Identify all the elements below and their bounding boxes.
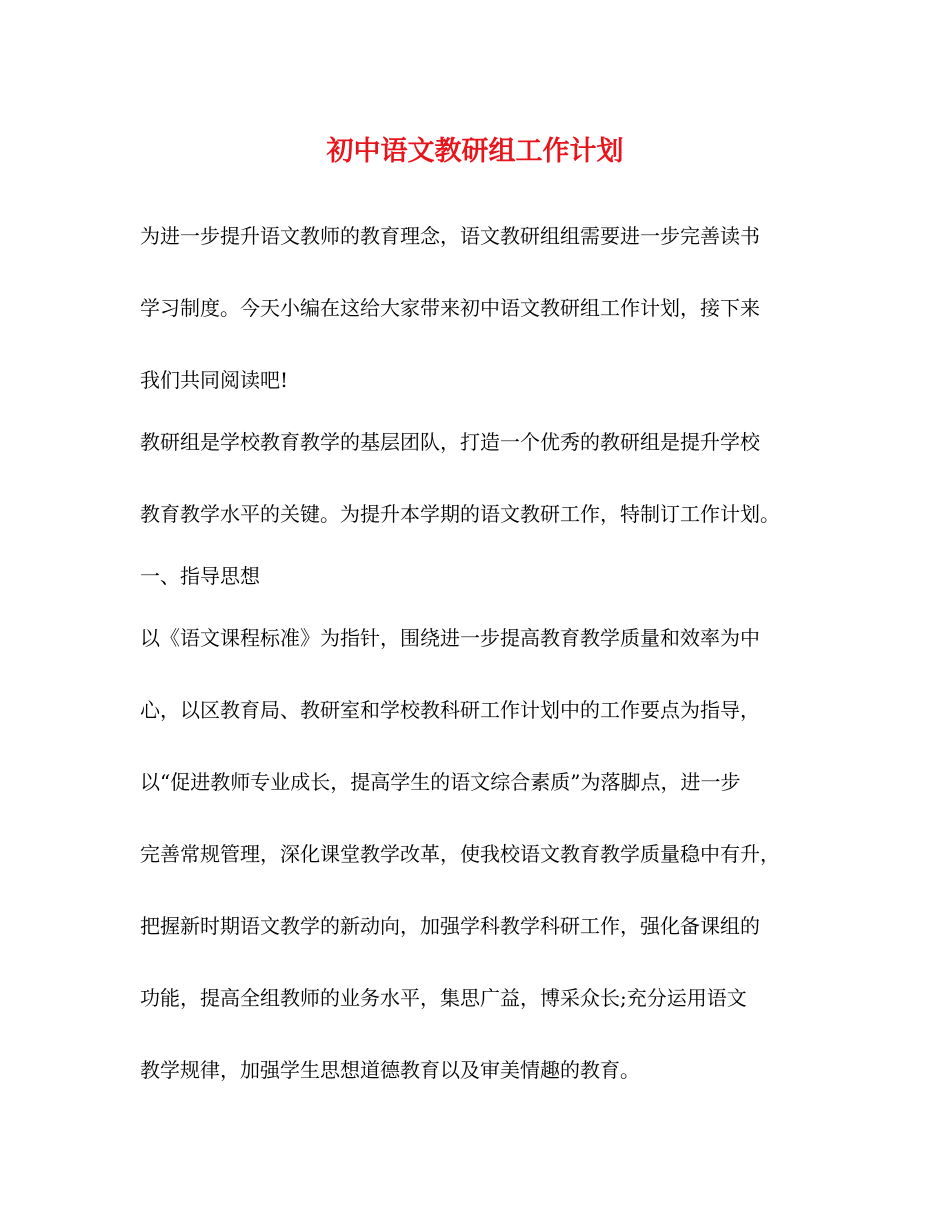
paragraph-line-7: 以《语文课程标准》为指针，围绕进一步提高教育教学质量和效率为中 <box>140 626 760 650</box>
paragraph-line-2: 学习制度。今天小编在这给大家带来初中语文教研组工作计划，接下来 <box>140 296 760 320</box>
paragraph-line-11: 把握新时期语文教学的新动向，加强学科教学科研工作，强化备课组的 <box>140 914 760 938</box>
paragraph-line-1: 为进一步提升语文教师的教育理念，语文教研组组需要进一步完善读书 <box>140 224 760 248</box>
paragraph-line-10: 完善常规管理，深化课堂教学改革，使我校语文教育教学质量稳中有升， <box>140 842 780 866</box>
paragraph-line-9: 以“促进教师专业成长，提高学生的语文综合素质”为落脚点，进一步 <box>140 770 741 794</box>
paragraph-line-5: 教育教学水平的关键。为提升本学期的语文教研工作，特制订工作计划。 <box>140 502 780 526</box>
paragraph-line-4: 教研组是学校教育教学的基层团队，打造一个优秀的教研组是提升学校 <box>140 430 760 454</box>
paragraph-line-12: 功能，提高全组教师的业务水平，集思广益，博采众长;充分运用语文 <box>140 986 747 1010</box>
paragraph-line-13: 教学规律，加强学生思想道德教育以及审美情趣的教育。 <box>140 1058 640 1082</box>
paragraph-line-8: 心，以区教育局、教研室和学校教科研工作计划中的工作要点为指导， <box>140 698 760 722</box>
paragraph-line-3: 我们共同阅读吧! <box>140 368 289 392</box>
section-heading-guiding-ideology: 一、指导思想 <box>140 564 260 588</box>
document-title: 初中语文教研组工作计划 <box>326 136 624 167</box>
